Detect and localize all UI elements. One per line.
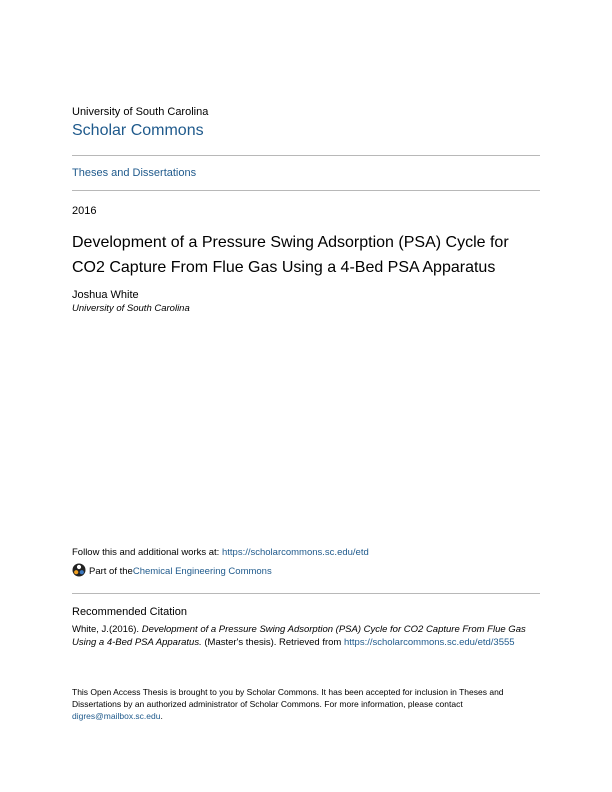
follow-line [72, 547, 369, 558]
follow-label: Follow this and additional works at: [72, 547, 222, 558]
part-of-line [72, 563, 272, 580]
discipline-link[interactable]: Chemical Engineering Commons [132, 566, 272, 577]
open-access-notice [72, 686, 542, 722]
citation-url-link[interactable]: https://scholarcommons.sc.edu/etd/3555 [343, 637, 515, 648]
citation-middle: (Master's thesis). Retrieved from [201, 637, 344, 648]
notice-suffix: . [160, 711, 163, 721]
contact-email-link[interactable]: digres@mailbox.sc.edu [72, 711, 161, 721]
repository-link[interactable]: Scholar Commons [72, 122, 204, 139]
institution-name: University of South Carolina [72, 106, 209, 118]
citation-text [72, 623, 542, 649]
author-affiliation: University of South Carolina [72, 303, 190, 314]
citation-title: Development of a Pressure Swing Adsorption (PSA) Cycle for CO2 Capture From Flue Gas Using a 4-Bed PSA Apparatus. [72, 624, 526, 648]
collection-link[interactable]: Theses and Dissertations [72, 167, 197, 179]
citation-heading: Recommended Citation [72, 606, 187, 618]
citation-prefix: White, J.(2016). [72, 624, 142, 635]
follow-link[interactable]: https://scholarcommons.sc.edu/etd [221, 547, 369, 558]
divider-bottom [72, 190, 540, 191]
document-title: Development of a Pressure Swing Adsorption (PSA) Cycle for CO2 Capture From Flue Gas Using a 4-Bed PSA Apparatus [72, 234, 509, 276]
publication-year: 2016 [72, 205, 97, 217]
network-icon [72, 563, 86, 580]
divider-top [72, 155, 540, 156]
part-of-label: Part of the [89, 566, 133, 577]
divider-citation [72, 593, 540, 594]
notice-text: This Open Access Thesis is brought to you by Scholar Commons. It has been accepted for inclusion in Theses and Dissertations by an authorized administrator of Scholar Commons. For more information, please contact [72, 687, 504, 709]
author-name: Joshua White [72, 289, 139, 301]
